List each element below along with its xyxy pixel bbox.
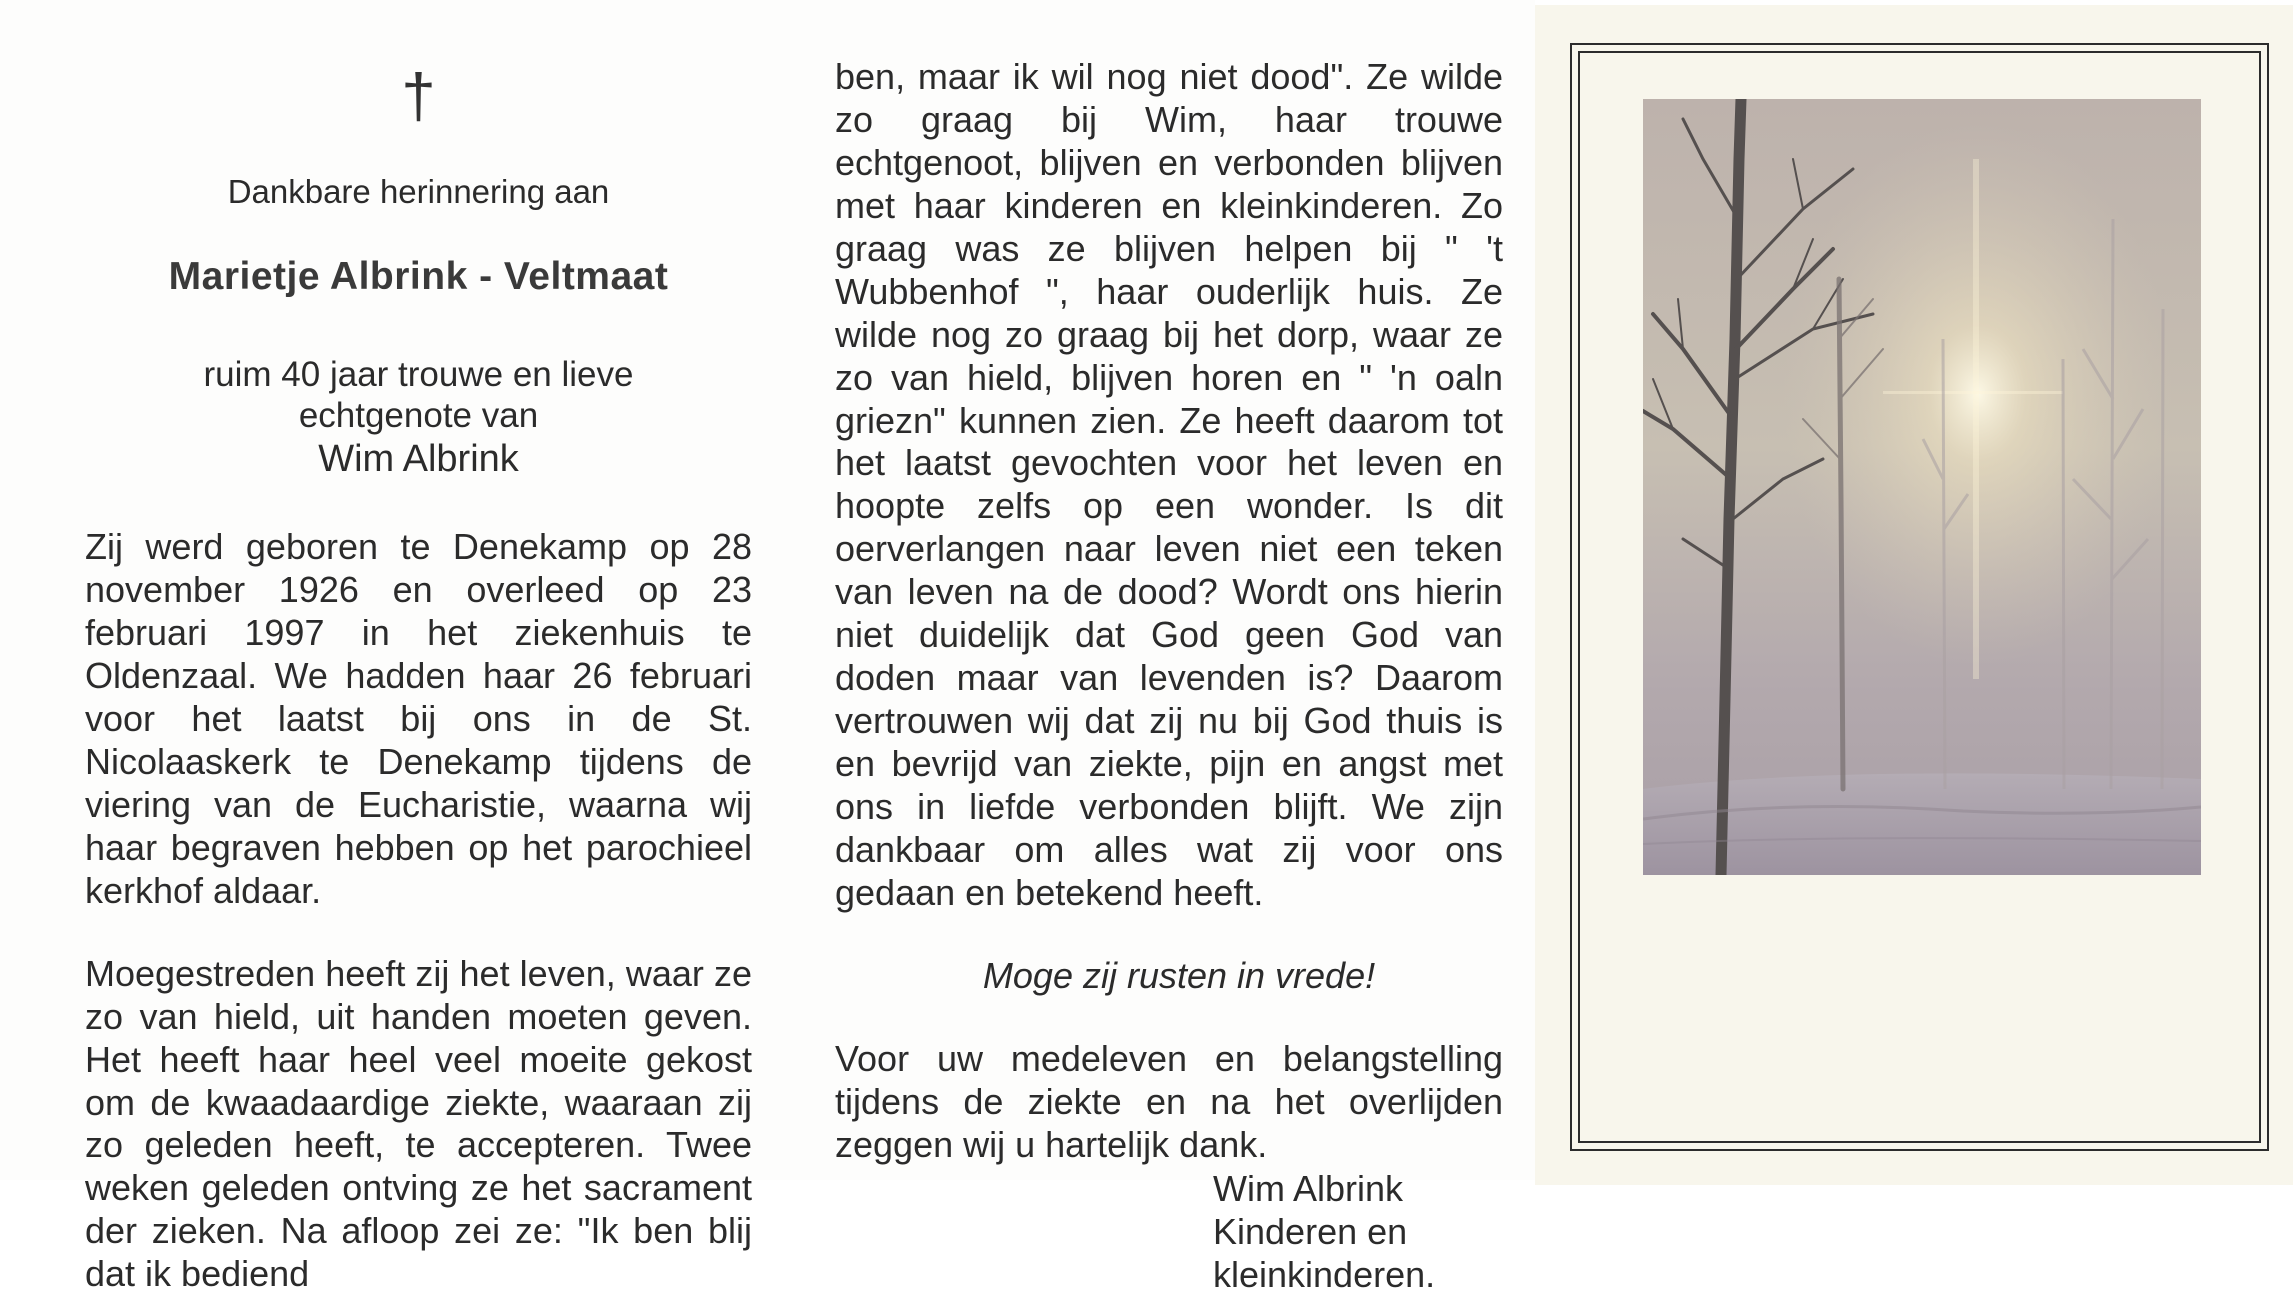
spouse-line-2: echtgenote van bbox=[85, 395, 752, 436]
signoff-line-3: kleinkinderen. bbox=[1213, 1253, 1503, 1296]
spouse-line-1: ruim 40 jaar trouwe en lieve bbox=[85, 354, 752, 395]
intro-text: Dankbare herinnering aan bbox=[85, 172, 752, 212]
biography-paragraph: Zij werd geboren te Denekamp op 28 november 1926 en overleed op 23 februari 1997 in het ziekenhuis te Oldenzaal. We hadden haar 26 februari voor het laatst bij ons in de St. Nicolaaskerk te Denekamp tijdens de viering van de Eucharistie, waarna wij haar begraven hebben op het parochieel kerkhof aldaar. bbox=[85, 526, 752, 912]
cross-icon: † bbox=[85, 66, 752, 128]
signoff bbox=[1213, 1167, 1503, 1296]
signoff-line-1: Wim Albrink bbox=[1213, 1167, 1503, 1210]
memorial-card-front bbox=[1535, 5, 2293, 1185]
spouse-name: Wim Albrink bbox=[85, 437, 752, 483]
signoff-line-2: Kinderen en bbox=[1213, 1210, 1503, 1253]
thanks-paragraph: Voor uw medeleven en belangstelling tijdens de ziekte en na het overlijden zeggen wij u hartelijk dank. bbox=[835, 1038, 1503, 1167]
left-text-column bbox=[85, 66, 752, 1296]
misty-trees-photo bbox=[1643, 99, 2201, 875]
deceased-name: Marietje Albrink - Veltmaat bbox=[85, 254, 752, 301]
continued-paragraph: ben, maar ik wil nog niet dood". Ze wilde zo graag bij Wim, haar trouwe echtgenoot, blijven en verbonden blijven met haar kinderen en kleinkinderen. Zo graag was ze blijven helpen bij " 't Wubbenhof ", haar ouderlijk huis. Ze wilde nog zo graag bij het dorp, waar ze zo van hield, blijven horen en " 'n oaln griezn" kunnen zien. Ze heeft daarom tot het laatst gevochten voor het leven en hoopte zelfs op een wonder. Is dit oerverlangen naar leven niet een teken van leven na de dood? Wordt ons hierin niet duidelijk dat God geen God van doden maar van levenden is? Daarom vertrouwen wij dat zij nu bij God thuis is en bevrijd van ziekte, pijn en angst met ons in liefde verbonden blijft. We zijn dankbaar om alles wat zij voor ons gedaan en betekend heeft. bbox=[835, 56, 1503, 915]
illness-paragraph: Moegestreden heeft zij het leven, waar ze zo van hield, uit handen moeten geven. Het heeft haar heel veel moeite gekost om de kwaadaardige ziekte, waaraan zij zo geleden heeft, te accepteren. Twee weken geleden ontving ze het sacrament der zieken. Na afloop zei ze: "Ik ben blij dat ik bediend bbox=[85, 953, 752, 1296]
right-text-column bbox=[835, 56, 1503, 1296]
blessing-text: Moge zij rusten in vrede! bbox=[835, 955, 1503, 998]
